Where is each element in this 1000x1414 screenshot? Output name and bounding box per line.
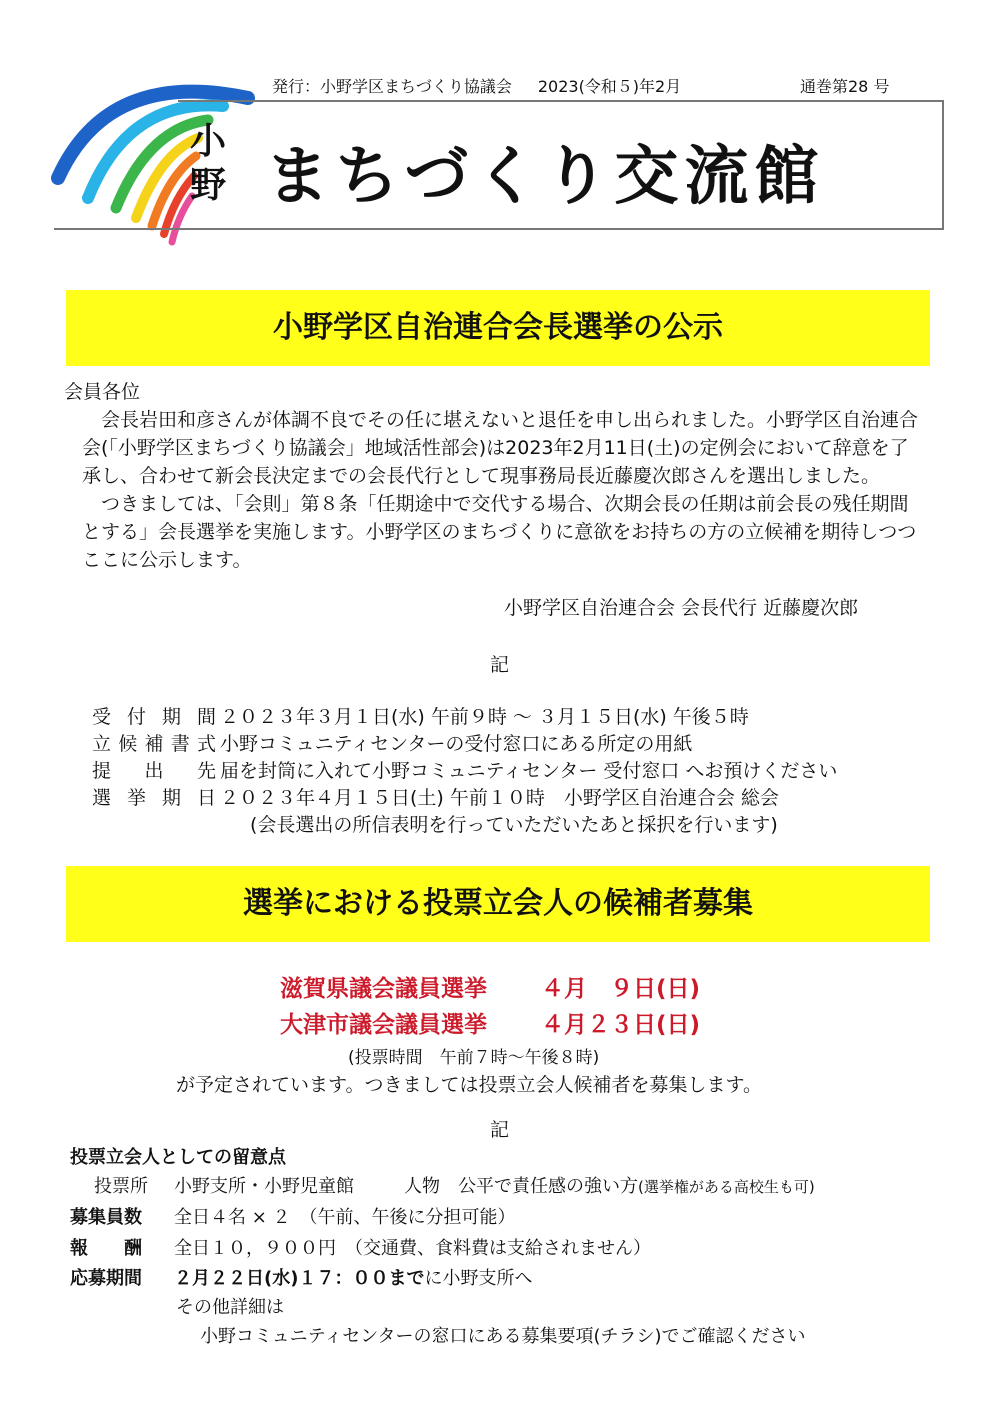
row-label: 選挙期日 <box>92 787 216 809</box>
row-label: 提出先 <box>92 760 216 782</box>
publisher: 発行：小野学区まちづくり協議会 <box>272 77 512 96</box>
row-value: ２０２３年４月１５日(土) 午前１０時 小野学区自治連合会 総会 <box>220 787 779 809</box>
greeting: 会員各位 <box>64 381 141 403</box>
person-label: 人物 <box>404 1176 440 1197</box>
announcement-body <box>82 406 922 574</box>
apply-where: に小野支所へ <box>424 1268 533 1289</box>
section1-banner: 小野学区自治連合会長選挙の公示 <box>66 290 930 366</box>
row-label: 受付期間 <box>92 706 216 728</box>
paragraph-2: つきましては、「会則」第８条「任期途中で交代する場合、次期会長の任期は前会長の残任期間とする」会長選挙を実施します。小野学区のまちづくりに意欲をお持ちの方の立候補を期待しつつここに公示します。 <box>82 493 917 571</box>
newsletter-title: まちづくり交流館 <box>265 139 825 214</box>
place-row <box>70 1172 815 1198</box>
election-date: ４月２３日(日) <box>541 1012 701 1038</box>
election-name: 大津市議会議員選挙 <box>280 1012 487 1038</box>
row-value: ２０２３年３月１日(水) 午前９時 〜 ３月１５日(水) 午後５時 <box>220 706 749 728</box>
detail-row <box>92 729 692 756</box>
publisher-line <box>272 74 681 97</box>
row-label: 立候補書式 <box>92 733 216 755</box>
apply-row <box>70 1264 532 1290</box>
detail-row <box>92 756 837 783</box>
reward-value: 全日１０，９００円 （交通費、食料費は支給されません） <box>174 1238 651 1259</box>
issue-date: 2023(令和５)年2月 <box>537 77 682 96</box>
place-value: 小野支所・小野児童館 <box>174 1176 354 1197</box>
notes-heading: 投票立会人としての留意点 <box>70 1147 286 1168</box>
apply-label: 応募期間 <box>70 1268 142 1289</box>
person-note: (選挙権がある高校生も可) <box>638 1178 815 1196</box>
reward-row <box>70 1234 651 1260</box>
person-value: 公平で責任感の強い方 <box>458 1176 638 1197</box>
row-value: 小野コミュニティセンターの受付窓口にある所定の用紙 <box>220 733 693 755</box>
voting-hours: (投票時間 午前７時〜午後８時) <box>348 1048 600 1068</box>
confirm-note: 小野コミュニティセンターの窓口にある募集要項(チラシ)でご確認ください <box>200 1326 806 1347</box>
detail-row <box>92 702 749 729</box>
signature: 小野学区自治連合会 会長代行 近藤慶次郎 <box>504 597 859 619</box>
ki-mark: 記 <box>490 654 510 676</box>
title-frame-bottom <box>54 228 944 230</box>
election-name: 滋賀県議会議員選挙 <box>280 976 487 1002</box>
recruit-value: 全日４名 × ２ （午前、午後に分担可能） <box>174 1207 516 1228</box>
recruit-statement: が予定されています。つきましては投票立会人候補者を募集します。 <box>176 1074 762 1096</box>
section2-banner: 選挙における投票立会人の候補者募集 <box>66 866 930 942</box>
other-details: その他詳細は <box>176 1297 284 1318</box>
recruit-row <box>70 1203 516 1229</box>
apply-deadline: ２月２２日(水)１７：００まで <box>174 1268 425 1289</box>
ki-mark: 記 <box>490 1119 510 1141</box>
detail-row <box>92 783 779 810</box>
place-label: 投票所 <box>94 1176 148 1197</box>
election-note: (会長選出の所信表明を行っていただいたあと採択を行います) <box>250 814 778 836</box>
paragraph-1: 会長岩田和彦さんが体調不良でその任に堪えないと退任を申し出られました。小野学区自治連合会(「小野学区まちづくり協議会」地域活性部会)は2023年2月11日(土)の定例会において辞意を了承し、合わせて新会長決定までの会長代行として現事務局長近藤慶次郎さんを選出しました。 <box>82 409 919 487</box>
recruit-label: 募集員数 <box>70 1207 142 1228</box>
issue-number: 通巻第28 号 <box>800 77 890 96</box>
small-title: 小野 <box>189 121 226 206</box>
title-frame-right <box>942 100 944 230</box>
reward-label: 報 酬 <box>70 1238 142 1259</box>
row-value: 届を封筒に入れて小野コミュニティセンター 受付窓口 へお預けください <box>220 760 838 782</box>
election-date: ４月 ９日(日) <box>541 976 701 1002</box>
